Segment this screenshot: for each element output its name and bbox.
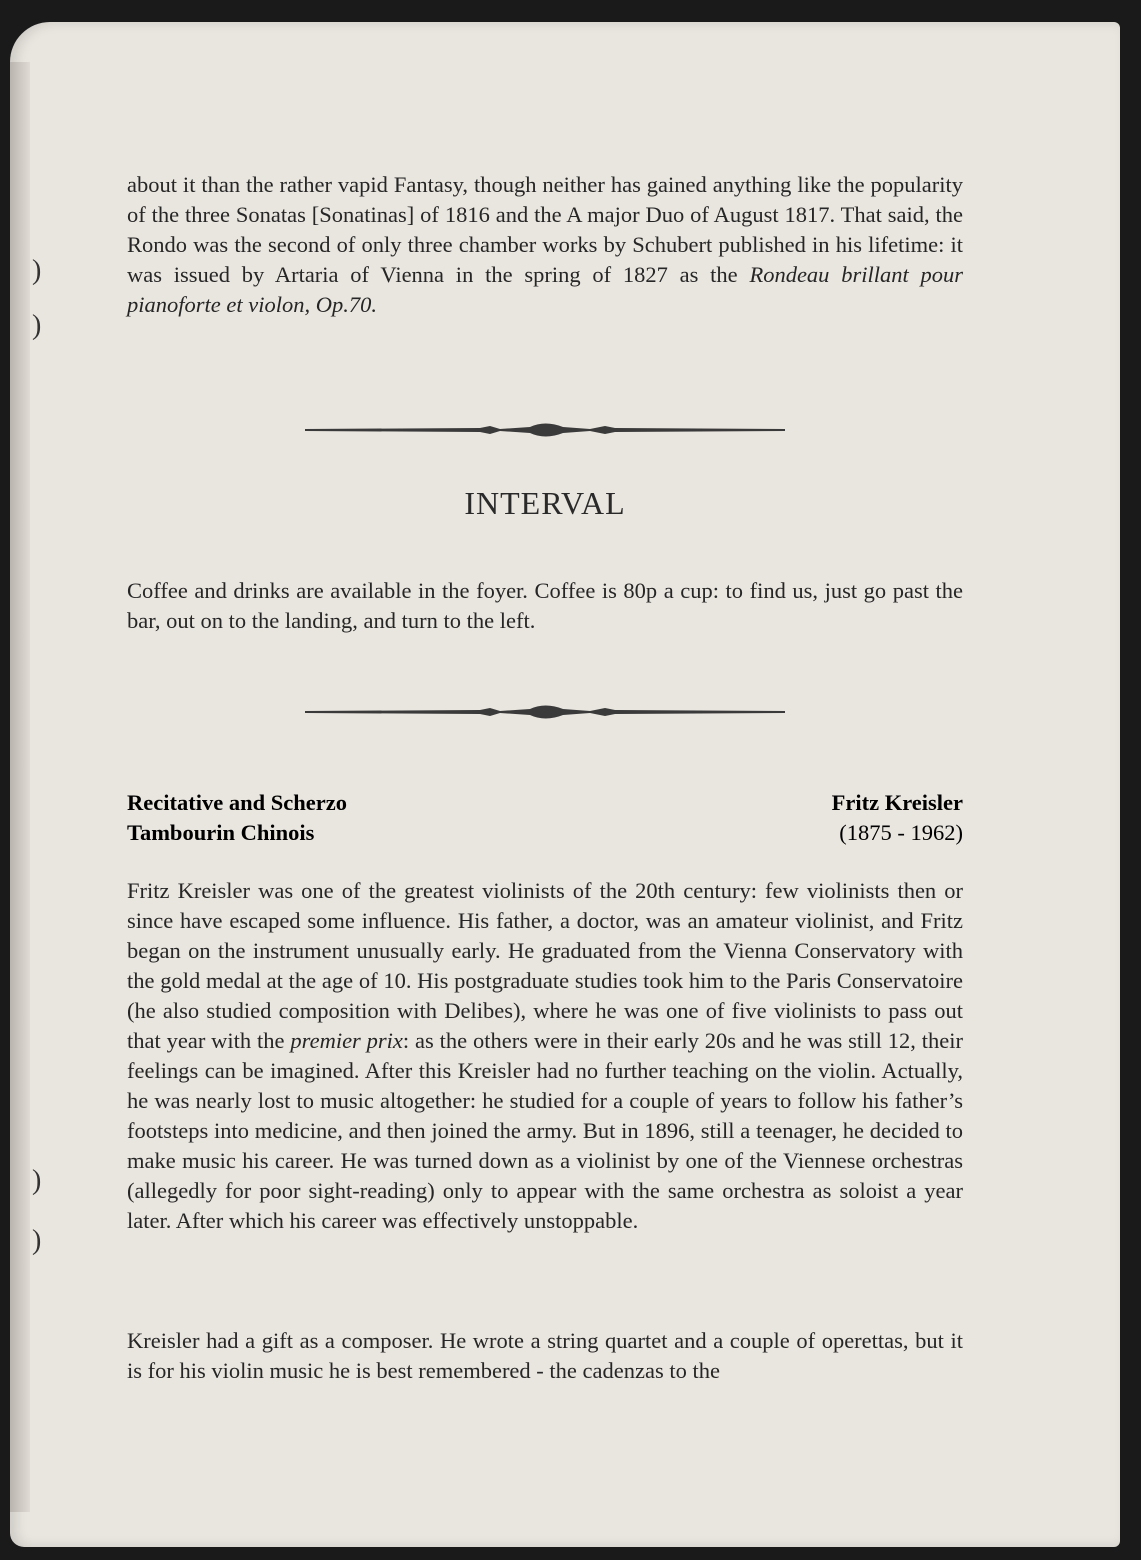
- bio-italic: premier prix: [290, 1028, 403, 1053]
- bio-text: Fritz Kreisler was one of the greatest violinists of the 20th century: few violinists then or since have escaped some influence. His father, a doctor, was an amateur violinist, and Fritz began on the instrument unusually early. He graduated from the Vienna Conservatory with the gold medal at the age of 10. His postgraduate studies took him to the Paris Conservatoire (he also studied composition with Delibes), where he was one of five violinists to pass out that year with the: [127, 878, 963, 1053]
- binding-hole-mark: ): [32, 1165, 42, 1196]
- interval-text: Coffee and drinks are available in the foyer. Coffee is 80p a cup: to find us, just go past the bar, out on to the landing, and turn to the left.: [127, 578, 963, 633]
- binding-hole-mark: ): [32, 310, 42, 341]
- program-heading-row: [127, 788, 963, 818]
- ornament-divider: [305, 418, 785, 442]
- bio-text-continued: : as the others were in their early 20s and he was still 12, their feelings can be imagined. After this Kreisler had no further teaching on the violin. Actually, he was nearly lost to music altogether: he studied for a couple of years to follow his father’s footsteps into medicine, and then joined the army. But in 1896, still a teenager, he decided to make music his career. He was turned down as a violinist by one of the Viennese orchestras (allegedly for poor sight-reading) only to appear with the same orchestra as soloist a year later. After which his career was effectively unstoppable.: [127, 1028, 963, 1233]
- kreisler-bio: [127, 876, 963, 1236]
- interval-title: INTERVAL: [464, 485, 626, 521]
- work-title: Tambourin Chinois: [127, 820, 315, 845]
- binding-hole-mark: ): [32, 1225, 42, 1256]
- schubert-work-title: Rondeau brillant pour pianoforte et violon, Op.70.: [127, 262, 963, 317]
- composer-text: Kreisler had a gift as a composer. He wrote a string quartet and a couple of operettas, but it is for his violin music he is best remembered - the cadenzas to the: [127, 1328, 963, 1383]
- program-heading-row: [127, 818, 963, 848]
- kreisler-composer-paragraph: [127, 1326, 963, 1386]
- interval-notice: [127, 576, 963, 636]
- composer-dates: (1875 - 1962): [839, 820, 963, 845]
- composer-name: Fritz Kreisler: [831, 790, 963, 815]
- ornament-divider: [305, 700, 785, 724]
- schubert-text: about it than the rather vapid Fantasy, though neither has gained anything like the popularity of the three Sonatas [Sonatinas] of 1816 and the A major Duo of August 1817. That said, the Rondo was the second of only three chamber works by Schubert published in his lifetime: it was issued by Artaria of Vienna in the spring of 1827 as the: [127, 172, 963, 287]
- work-title: Recitative and Scherzo: [127, 790, 347, 815]
- schubert-paragraph: [127, 170, 963, 320]
- binding-hole-mark: ): [32, 255, 42, 286]
- binding-edge: [10, 62, 30, 1512]
